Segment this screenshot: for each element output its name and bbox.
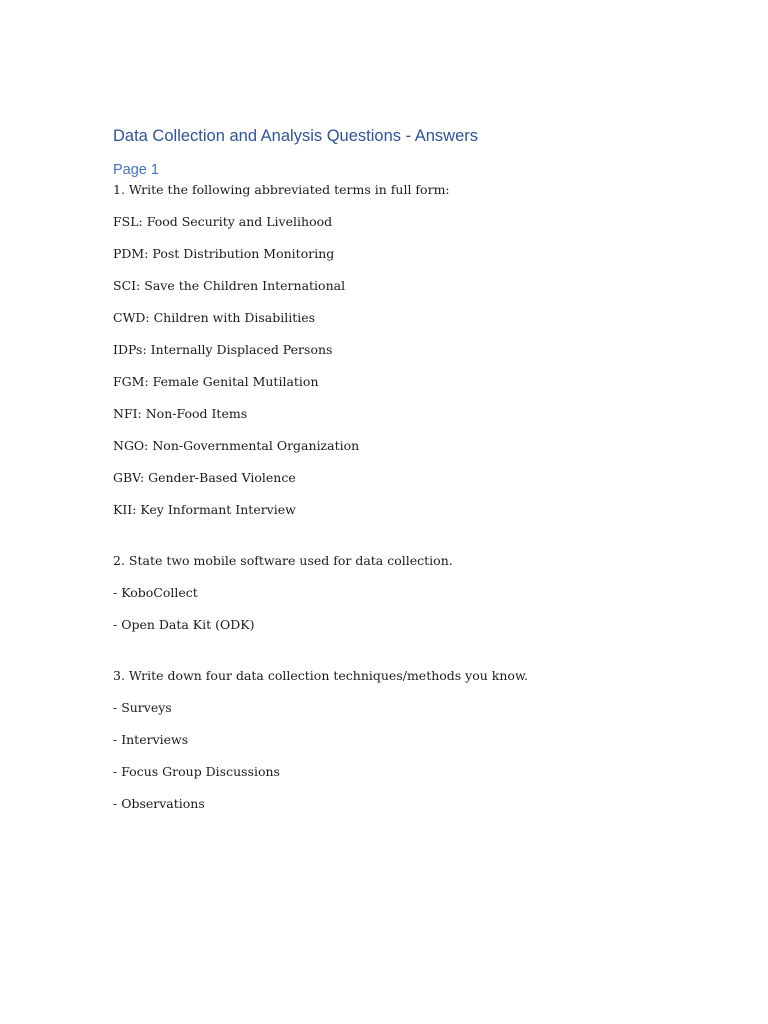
answer-item: - Focus Group Discussions — [113, 764, 280, 779]
question-3-section — [113, 668, 713, 812]
answer-item: NGO: Non-Governmental Organization — [113, 438, 360, 453]
document-title: Data Collection and Analysis Questions - Answers — [113, 127, 479, 145]
answer-item: - Open Data Kit (ODK) — [113, 617, 255, 632]
answer-item: SCI: Save the Children International — [113, 278, 346, 293]
question-2-section — [113, 553, 713, 633]
answer-item: IDPs: Internally Displaced Persons — [113, 342, 333, 357]
answer-item: - Interviews — [113, 732, 189, 747]
question-1-section — [113, 182, 713, 518]
answer-item: - Surveys — [113, 700, 172, 715]
answer-item: PDM: Post Distribution Monitoring — [113, 246, 335, 261]
question-1-prompt: 1. Write the following abbreviated terms in full form: — [113, 182, 450, 197]
question-2-prompt: 2. State two mobile software used for data collection. — [113, 553, 453, 568]
answer-item: KII: Key Informant Interview — [113, 502, 296, 517]
answer-item: - KoboCollect — [113, 585, 198, 600]
answer-item: NFI: Non-Food Items — [113, 406, 248, 421]
question-3-prompt: 3. Write down four data collection techniques/methods you know. — [113, 668, 529, 683]
answer-item: GBV: Gender-Based Violence — [113, 470, 296, 485]
document-body — [113, 122, 713, 812]
answer-item: FSL: Food Security and Livelihood — [113, 214, 333, 229]
answer-item: CWD: Children with Disabilities — [113, 310, 316, 325]
page-heading: Page 1 — [113, 162, 159, 178]
answer-item: - Observations — [113, 796, 205, 811]
answer-item: FGM: Female Genital Mutilation — [113, 374, 319, 389]
